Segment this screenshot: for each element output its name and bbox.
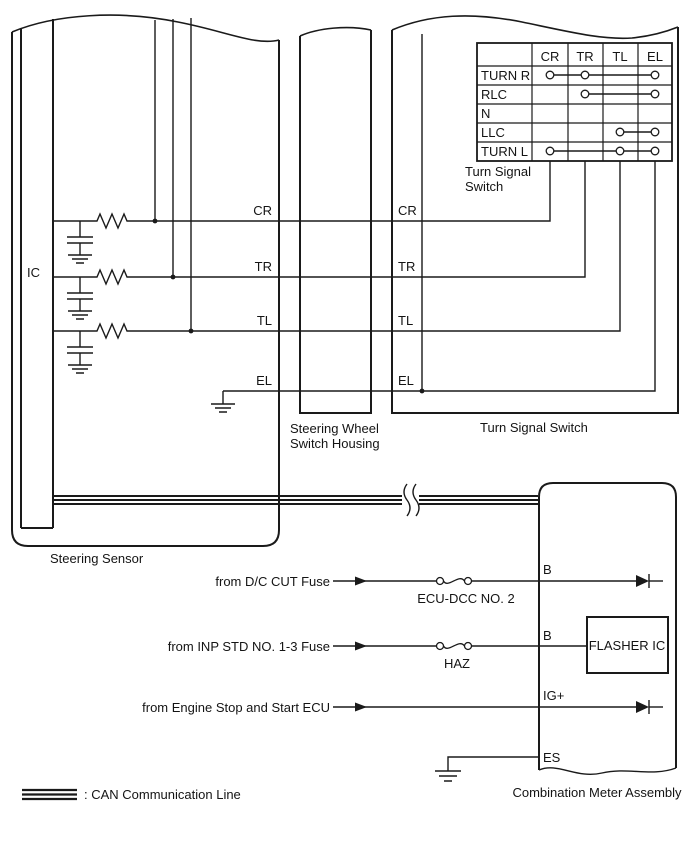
- tr-wire: [53, 161, 585, 284]
- feed-engine-ecu: [142, 688, 663, 715]
- col-header-tl: TL: [612, 49, 628, 64]
- pin-es-label: ES: [543, 750, 561, 765]
- junction-dot: [153, 219, 158, 224]
- diode-icon: [636, 575, 649, 587]
- sensor-top-wires: [155, 18, 191, 331]
- fuse-terminal: [437, 578, 444, 585]
- row-label-llc: LLC: [481, 125, 505, 140]
- filter-branches: [67, 221, 235, 412]
- row-label-turn-l: TURN L: [481, 144, 528, 159]
- tr-label-right: TR: [398, 259, 416, 274]
- can-line: [53, 496, 538, 504]
- contact-circle: [581, 90, 589, 98]
- ground-icon: [68, 255, 92, 263]
- switch-housing-label-2: Switch Housing: [290, 436, 380, 451]
- inp-std-label: from INP STD NO. 1-3 Fuse: [167, 639, 330, 654]
- capacitor-icon: [67, 331, 93, 365]
- capacitor-symbol-tr: [67, 277, 93, 319]
- torn-top-edge: [392, 16, 678, 38]
- contact-circle: [616, 128, 624, 136]
- steering-sensor-label: Steering Sensor: [50, 551, 144, 566]
- ground-icon: [435, 771, 461, 781]
- contact-circle: [546, 71, 554, 79]
- can-communication-line: [53, 484, 538, 516]
- combination-meter-outline: [539, 483, 676, 770]
- feed-inp-std: [168, 628, 587, 671]
- flasher-ic-label: FLASHER IC: [588, 638, 666, 653]
- ic-label: IC: [27, 265, 40, 280]
- engine-ecu-label: from Engine Stop and Start ECU: [142, 700, 330, 715]
- col-header-el: EL: [647, 49, 663, 64]
- col-header-cr: CR: [540, 49, 560, 64]
- tl-wire: [53, 161, 620, 338]
- junction-dot: [171, 275, 176, 280]
- capacitor-icon: [67, 221, 93, 255]
- es-ground: [435, 750, 561, 781]
- junction-dot: [420, 389, 425, 394]
- el-label-left: EL: [256, 373, 272, 388]
- combination-meter-label: Combination Meter Assembly: [512, 785, 682, 800]
- junction-dot: [189, 329, 194, 334]
- ground-icon: [211, 391, 235, 412]
- table-caption-1: Turn Signal: [465, 164, 531, 179]
- torn-bottom-edge: [539, 768, 676, 774]
- tr-label-left: TR: [254, 259, 272, 274]
- arrow-icon: [355, 577, 367, 586]
- fuse-terminal: [437, 643, 444, 650]
- dc-cut-label: from D/C CUT Fuse: [215, 574, 330, 589]
- table-caption-2: Switch: [465, 179, 504, 194]
- fuse-terminal: [465, 643, 472, 650]
- diode-icon: [636, 701, 649, 713]
- torn-top-edge: [300, 28, 371, 36]
- el-label-right: EL: [398, 373, 414, 388]
- fuse-wave: [444, 579, 465, 584]
- cr-label-left: CR: [253, 203, 272, 218]
- ground-icon: [68, 311, 92, 319]
- switch-housing-label-1: Steering Wheel: [290, 421, 379, 436]
- feed-dc-cut: [215, 562, 663, 606]
- contact-circle: [546, 147, 554, 155]
- el-ground: [211, 391, 235, 412]
- pin-b-top-label: B: [543, 562, 552, 577]
- fuse-icon: [437, 643, 472, 650]
- switch-housing-box: [300, 28, 371, 413]
- fuse-wave: [444, 644, 465, 649]
- switch-contact-table: [465, 43, 672, 194]
- haz-label: HAZ: [444, 656, 470, 671]
- col-header-tr: TR: [576, 49, 594, 64]
- flasher-ic: [587, 617, 668, 673]
- table-row-labels: [481, 68, 530, 159]
- contact-circle: [616, 147, 624, 155]
- capacitor-symbol-cr: [67, 221, 93, 263]
- turn-signal-switch-label: Turn Signal Switch: [480, 420, 588, 435]
- wire-labels-right: [398, 203, 417, 388]
- row-label-n: N: [481, 106, 491, 121]
- contact-circle: [651, 90, 659, 98]
- arrow-icon: [355, 703, 367, 712]
- contact-circle: [651, 71, 659, 79]
- can-line-sample: [22, 790, 77, 799]
- tl-label-left: TL: [256, 313, 272, 328]
- capacitor-symbol-tl: [67, 331, 93, 373]
- cr-label-right: CR: [398, 203, 417, 218]
- table-headers: [541, 49, 663, 64]
- contact-circle: [651, 128, 659, 136]
- combination-meter-box: [539, 483, 676, 774]
- pin-ig-label: IG+: [543, 688, 565, 703]
- contact-circle: [651, 147, 659, 155]
- ecu-dcc-label: ECU-DCC NO. 2: [417, 591, 515, 606]
- pin-b-flasher-label: B: [543, 628, 552, 643]
- fuse-terminal: [465, 578, 472, 585]
- capacitor-icon: [67, 277, 93, 311]
- fuse-icon: [437, 578, 472, 585]
- el-wire: [223, 161, 655, 391]
- es-wire: [448, 757, 539, 771]
- legend-can-label: : CAN Communication Line: [84, 787, 241, 802]
- wire-labels-left: [253, 203, 272, 388]
- legend: [22, 787, 241, 802]
- tl-label-right: TL: [398, 313, 414, 328]
- contact-circle: [581, 71, 589, 79]
- can-triple-line: [53, 496, 538, 504]
- ground-icon: [68, 365, 92, 373]
- row-label-turn-r: TURN R: [481, 68, 531, 83]
- signal-wires: [53, 34, 655, 391]
- row-label-rlc: RLC: [481, 87, 508, 102]
- junction-dots: [153, 219, 425, 394]
- arrow-icon: [355, 642, 367, 651]
